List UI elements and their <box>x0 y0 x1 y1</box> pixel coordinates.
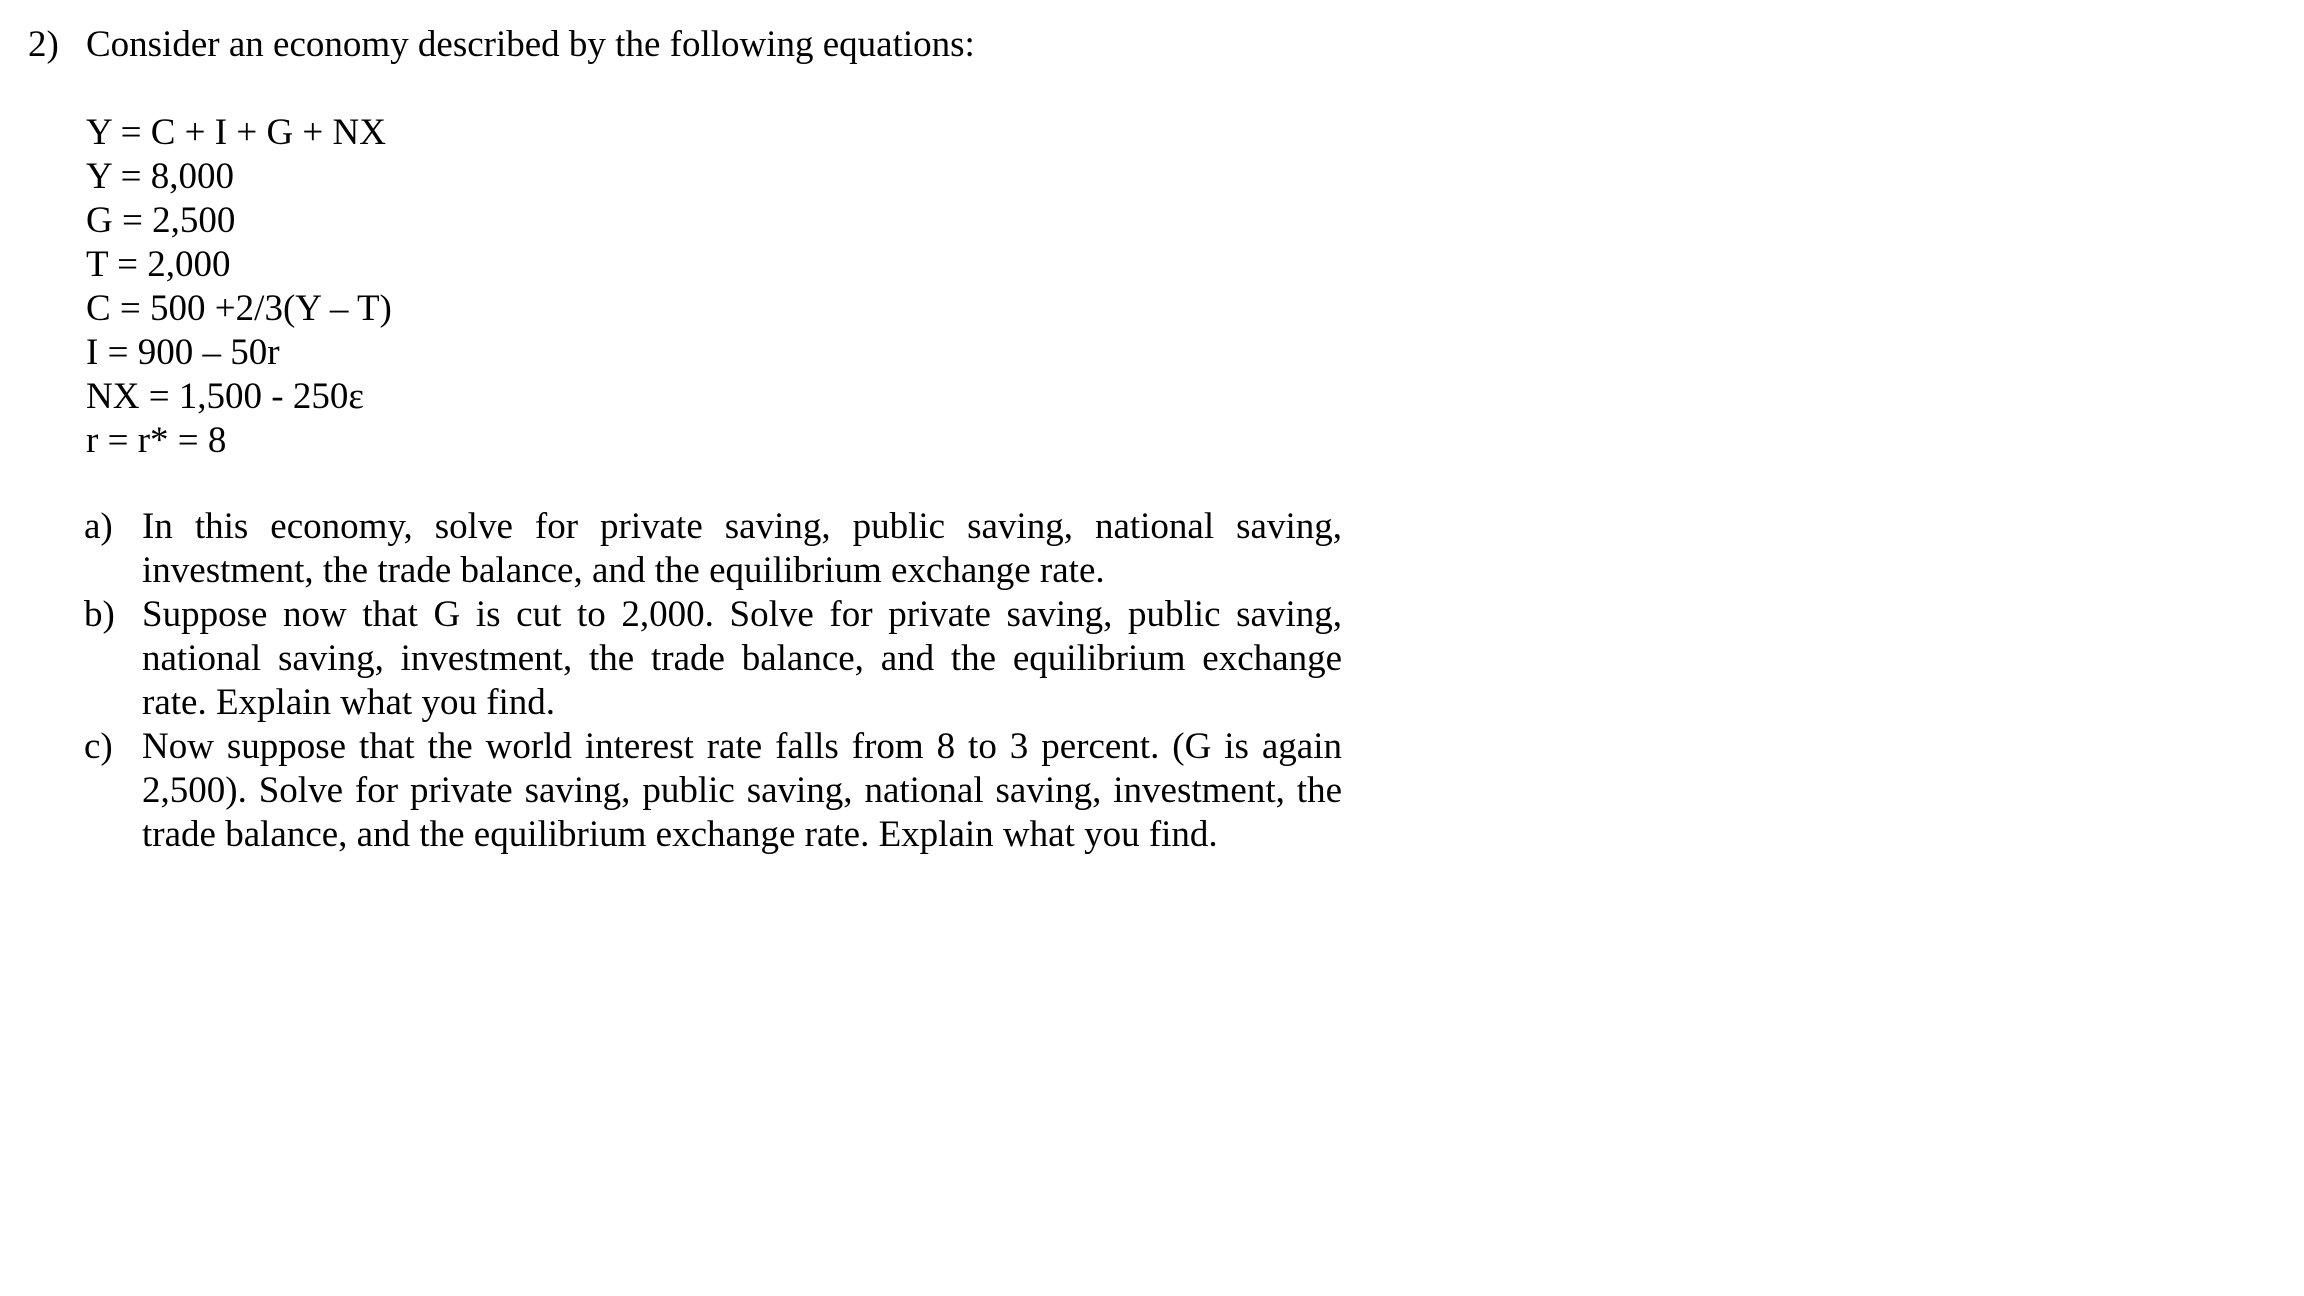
question-number: 2) <box>28 24 59 65</box>
equation-list <box>86 111 392 463</box>
equation-line: Y = 8,000 <box>86 156 234 197</box>
equation-line: I = 900 – 50r <box>86 332 280 373</box>
equation-line: G = 2,500 <box>86 200 236 241</box>
sub-question-text: Now suppose that the world interest rate falls from 8 to 3 percent. (G is again 2,500). Solve for private saving, public saving, national saving, investment, the trade balance, and the equilibrium exchange rate. Explain what you find. <box>142 726 1342 855</box>
sub-question-marker: a) <box>84 506 113 547</box>
sub-question-text: In this economy, solve for private saving, public saving, national saving, investment, the trade balance, and the equilibrium exchange rate. <box>142 506 1342 591</box>
sub-question-marker: b) <box>84 594 115 635</box>
sub-question-list <box>84 505 1342 857</box>
question-prompt: Consider an economy described by the following equations: <box>86 24 975 65</box>
sub-question-marker: c) <box>84 726 113 767</box>
equation-line: Y = C + I + G + NX <box>86 112 386 153</box>
equation-line: C = 500 +2/3(Y – T) <box>86 288 392 329</box>
sub-question-text: Suppose now that G is cut to 2,000. Solve for private saving, public saving, national saving, investment, the trade balance, and the equilibrium exchange rate. Explain what you find. <box>142 594 1342 723</box>
equation-line: NX = 1,500 - 250ε <box>86 376 364 417</box>
sub-question-a <box>84 505 1342 593</box>
sub-question-b <box>84 593 1342 725</box>
equation-line: r = r* = 8 <box>86 420 227 461</box>
question-header <box>28 22 975 68</box>
equation-line: T = 2,000 <box>86 244 231 285</box>
sub-question-c <box>84 725 1342 857</box>
